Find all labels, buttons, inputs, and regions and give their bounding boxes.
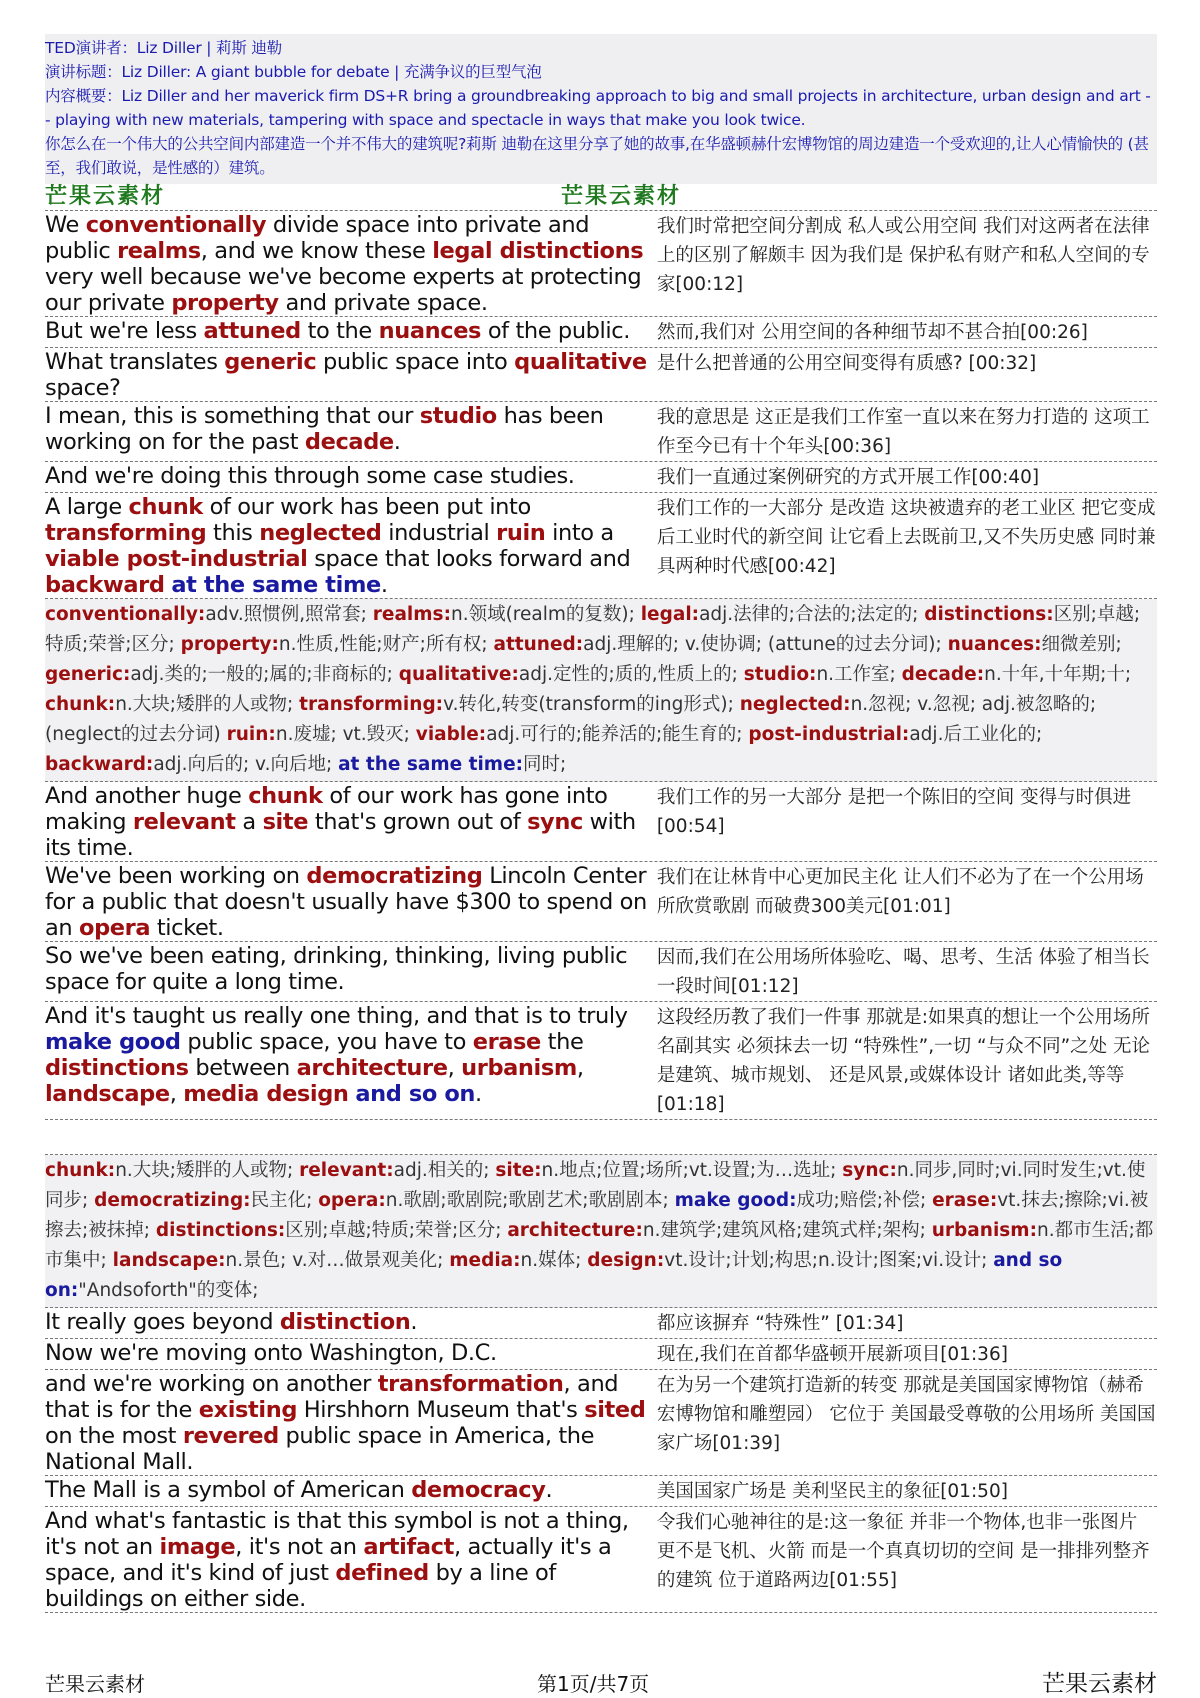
keyword: opera: (318, 1190, 386, 1211)
chinese-translation: 在为另一个建筑打造新的转变 那就是美国国家博物馆（赫希宏博物馆和雕塑园） 它位于 美国最受尊敬的公用场所 美国国家广场[01:39] (656, 1375, 1156, 1454)
sentence-group-3 (45, 1308, 1157, 1613)
keyword: landscape (45, 1081, 170, 1107)
keyword: generic: (45, 664, 131, 685)
text-run: public space into (316, 349, 515, 375)
text-run: 区别;卓越;特质;荣誉;区分; (45, 604, 1141, 655)
footer-brand-right: 芒果云素材 (1042, 1671, 1157, 1697)
sentence-row (45, 1476, 1157, 1507)
chinese-translation: 我们一直通过案例研究的方式开展工作[00:40] (656, 467, 1040, 488)
text-run: n.媒体; (520, 1250, 588, 1271)
page-footer (45, 1668, 1157, 1698)
text-run: . (410, 1309, 418, 1335)
text-run: space? (45, 375, 121, 401)
keyword: chunk: (45, 1160, 116, 1181)
english-sentence (45, 317, 653, 347)
keyword: nuances (378, 318, 482, 344)
keyword: erase (472, 1029, 541, 1055)
keyword: media design (183, 1081, 349, 1107)
english-sentence (45, 1476, 653, 1506)
text-run: It really goes beyond (45, 1309, 280, 1335)
text-run: very well because we've become experts at protecting our private (45, 264, 642, 316)
text-run: space that looks forward and (307, 546, 631, 572)
chinese-translation: 我们工作的另一大部分 是把一个陈旧的空间 变得与时俱进[00:54] (656, 787, 1132, 837)
keyword: democratizing (306, 863, 483, 889)
keyword: legal distinctions (432, 238, 644, 264)
keyword: studio: (743, 664, 817, 685)
sentence-row (45, 1339, 1157, 1370)
text-run: adj.理解的; v.使协调; (attune的过去分词); (583, 634, 948, 655)
sentence-row (45, 462, 1157, 493)
chinese-translation: 是什么把普通的公用空间变得有质感? [00:32] (656, 353, 1037, 374)
text-run: adj.向后的; v.向后地; (153, 754, 339, 775)
text-run: by a line of buildings on either side. (45, 1560, 556, 1612)
keyword: viable: (415, 724, 487, 745)
english-sentence (45, 211, 653, 316)
vocabulary-block-2 (45, 1155, 1157, 1308)
keyword: chunk (128, 494, 203, 520)
keyword: legal: (640, 604, 700, 625)
sentence-row (45, 493, 1157, 599)
header-block (45, 34, 1157, 184)
sentence-row (45, 782, 1157, 862)
speaker-line: TED演讲者：Liz Diller | 莉斯 迪勒 (45, 39, 282, 57)
text-run: n.工作室; (816, 664, 902, 685)
keyword: media: (449, 1250, 521, 1271)
text-run: n.忽视; v.忽视; adj.被忽略的; (neglect的过去分词) (45, 694, 1097, 745)
brand-watermark-left: 芒果云素材 (45, 184, 166, 209)
text-run: , (447, 1055, 462, 1081)
text-run: 同时; (523, 754, 567, 775)
sentence-row (45, 1002, 1157, 1120)
keyword: existing (198, 1397, 298, 1423)
text-run: n.景色; v.对…做景观美化; (225, 1250, 450, 1271)
text-run: v.转化,转变(transform的ing形式); (443, 694, 740, 715)
text-run: , it's not an (235, 1534, 364, 1560)
keyword: relevant (132, 809, 236, 835)
keyword: conventionally (85, 212, 267, 238)
keyword: site (262, 809, 309, 835)
brand-row (45, 184, 1157, 211)
text-run: . (380, 572, 388, 598)
text-run: n.地点;位置;场所;vt.设置;为…选址; (541, 1160, 843, 1181)
keyword: decade (304, 429, 394, 455)
keyword: conventionally: (45, 604, 206, 625)
keyword: backward (45, 572, 165, 598)
keyword: ruin (496, 520, 546, 546)
sentence-row (45, 317, 1157, 348)
text-run: n.建筑学;建筑风格;建筑式样;架构; (642, 1220, 932, 1241)
keyword: democracy (411, 1477, 546, 1503)
text-run: We've been working on (45, 863, 307, 889)
keyword: chunk (248, 783, 323, 809)
text-run: divide space into private and public (45, 212, 590, 264)
text-run: the (540, 1029, 584, 1055)
text-run: And we're doing this through some case studies. (45, 463, 575, 489)
text-run: 成功;赔偿;补偿; (796, 1190, 933, 1211)
english-sentence (45, 1507, 653, 1612)
chinese-translation: 我的意思是 这正是我们工作室一直以来在努力打造的 这项工作至今已有十个年头[00:36] (656, 407, 1150, 457)
text-run: . (545, 1477, 553, 1503)
sentence-row (45, 348, 1157, 402)
text-run: of our work has been put into (202, 494, 531, 520)
keyword: qualitative (514, 349, 647, 375)
text-run: to the (300, 318, 379, 344)
summary-line: 内容概要：Liz Diller and her maverick firm DS+R bring a groundbreaking approach to big and small projects in architecture, urban design and art -- playing with new materials, tampering with space and spectacle in ways that make you look twice. (45, 87, 1151, 129)
chinese-translation: 我们工作的一大部分 是改造 这块被遗弃的老工业区 把它变成后工业时代的新空间 让它看上去既前卫,又不失历史感 同时兼具两种时代感[00:42] (656, 498, 1156, 577)
text-run: public space, you have to (180, 1029, 473, 1055)
text-run: 细微差别; (1041, 634, 1122, 655)
keyword: urbanism (461, 1055, 577, 1081)
vocabulary-block-1 (45, 599, 1157, 782)
text-run: adj.相关的; (393, 1160, 496, 1181)
intro-line: 你怎么在一个伟大的公共空间内部建造一个并不伟大的建筑呢?莉斯 迪勒在这里分享了她的故事,在华盛顿赫什宏博物馆的周边建造一个受欢迎的,让人心情愉快的 (甚至，我们敢说，是性感的）建筑。 (45, 135, 1149, 177)
english-sentence (45, 1002, 653, 1119)
text-run: adj.后工业化的; (909, 724, 1043, 745)
text-run: . (393, 429, 401, 455)
keyword: decade: (901, 664, 985, 685)
chinese-translation: 美国国家广场是 美利坚民主的象征[01:50] (656, 1481, 1008, 1502)
text-run: n.同步,同时;vi.同时发生;vt.使同步; (45, 1160, 1146, 1211)
keyword: transformation (377, 1371, 564, 1397)
text-run: But we're less (45, 318, 204, 344)
text-run: , actually it's a space, and it's kind of just (45, 1534, 612, 1586)
keyword: and so on: (45, 1250, 1063, 1301)
sentence-row (45, 1370, 1157, 1476)
text-run: n.歌剧;歌剧院;歌剧艺术;歌剧剧本; (385, 1190, 675, 1211)
keyword: distinctions: (155, 1220, 286, 1241)
footer-brand-left: 芒果云素材 (45, 1672, 145, 1696)
chinese-translation: 因而,我们在公用场所体验吃、喝、思考、生活 体验了相当长一段时间[01:12] (656, 947, 1150, 997)
sentence-row (45, 1507, 1157, 1613)
keyword: architecture (296, 1055, 448, 1081)
text-run: of our work has gone into making (45, 783, 608, 835)
keyword: studio (419, 403, 497, 429)
english-sentence (45, 782, 653, 861)
sentence-group-2 (45, 782, 1157, 1120)
chinese-translation: 我们在让林肯中心更加民主化 让人们不必为了在一个公用场所欣赏歌剧 而破费300美元[01:01] (656, 867, 1144, 917)
text-run: Lincoln Center for a public that doesn't usually have $300 to spend on an (45, 863, 647, 941)
text-run: n.性质,性能;财产;所有权; (278, 634, 494, 655)
keyword: landscape: (112, 1250, 226, 1271)
keyword: property (171, 290, 279, 316)
keyword: image (159, 1534, 236, 1560)
text-run: "Andsoforth"的变体; (78, 1280, 259, 1301)
keyword: attuned (203, 318, 301, 344)
text-run: a (235, 809, 263, 835)
text-run: vt.抹去;擦除;vi.被擦去;被抹掉; (45, 1190, 1149, 1241)
keyword: relevant: (299, 1160, 394, 1181)
text-run: n.领域(realm的复数); (450, 604, 641, 625)
keyword: site: (495, 1160, 542, 1181)
text-run: ticket. (150, 915, 224, 941)
chinese-translation: 现在,我们在首都华盛顿开展新项目[01:36] (656, 1344, 1008, 1365)
keyword: revered (182, 1423, 279, 1449)
sentence-row (45, 862, 1157, 942)
text-run: n.大块;矮胖的人或物; (115, 1160, 300, 1181)
text-run: . (475, 1081, 482, 1107)
keyword: transforming (45, 520, 207, 546)
keyword: at the same time: (338, 754, 524, 775)
keyword: erase: (932, 1190, 998, 1211)
keyword: distinction (279, 1309, 411, 1335)
text-run: n.大块;矮胖的人或物; (115, 694, 300, 715)
english-sentence (45, 348, 653, 401)
keyword: chunk: (45, 694, 116, 715)
keyword: and so on (355, 1081, 476, 1107)
text-run: public space in America, the National Mall. (45, 1423, 595, 1475)
text-run: that's grown out of (308, 809, 528, 835)
keyword: democratizing: (94, 1190, 251, 1211)
keyword: make good: (674, 1190, 797, 1211)
sentence-row (45, 211, 1157, 317)
keyword: transforming: (299, 694, 444, 715)
text-run: And what's fantastic is that this symbol is not a thing, it's not an (45, 1508, 629, 1560)
sentence-row (45, 942, 1157, 1002)
keyword: urbanism: (931, 1220, 1037, 1241)
keyword: viable post-industrial (45, 546, 308, 572)
keyword: design: (587, 1250, 665, 1271)
keyword: sync: (842, 1160, 897, 1181)
text-run: , and we know these (200, 238, 433, 264)
keyword: defined (335, 1560, 429, 1586)
transcript-page (45, 34, 1157, 1613)
keyword: opera (79, 915, 151, 941)
keyword: property: (180, 634, 279, 655)
sentence-row (45, 1308, 1157, 1339)
english-sentence (45, 1308, 653, 1338)
english-sentence (45, 402, 653, 461)
text-run: and we're working on another (45, 1371, 378, 1397)
keyword: ruin: (226, 724, 276, 745)
chinese-translation: 都应该摒弃 “特殊性” [01:34] (656, 1313, 904, 1334)
text-run: has been working on for the past (45, 403, 604, 455)
chinese-translation: 这段经历教了我们一件事 那就是:如果真的想让一个公用场所名副其实 必须抹去一切 “特殊性”,一切 “与众不同”之处 无论是建筑、城市规划、 还是风景,或媒体设计 诸如此类,等等[01:18] (656, 1007, 1151, 1115)
text-run: I mean, this is something that our (45, 403, 420, 429)
text-run: A large (45, 494, 129, 520)
english-sentence (45, 1339, 653, 1369)
text-run: And it's taught us really one thing, and that is to truly (45, 1003, 628, 1029)
text-run: Hirshhorn Museum that's (297, 1397, 585, 1423)
keyword: qualitative: (398, 664, 519, 685)
text-run: n.都市生活;都市集中; (45, 1220, 1154, 1271)
sentence-row (45, 402, 1157, 462)
keyword: realms (117, 238, 201, 264)
text-run: adj.定性的;质的,性质上的; (518, 664, 744, 685)
chinese-translation: 令我们心驰神往的是:这一象征 并非一个物体,也非一张图片 更不是飞机、火箭 而是一个真真切切的空间 是一排排列整齐的建筑 位于道路两边[01:55] (656, 1512, 1150, 1591)
keyword: artifact (363, 1534, 454, 1560)
text-run: , (169, 1081, 184, 1107)
text-run: n.废墟; vt.毁灭; (275, 724, 416, 745)
text-run: What translates (45, 349, 225, 375)
text-run: , (576, 1055, 584, 1081)
text-run: , and that is for the (45, 1371, 619, 1423)
english-sentence (45, 493, 653, 598)
text-run: adj.类的;一般的;属的;非商标的; (130, 664, 399, 685)
english-sentence (45, 1370, 653, 1475)
english-sentence (45, 862, 653, 941)
text-run: on the most (45, 1423, 183, 1449)
brand-watermark-mid: 芒果云素材 (561, 184, 682, 209)
keyword: generic (224, 349, 317, 375)
text-run: with its time. (45, 809, 636, 861)
keyword: post-industrial: (748, 724, 910, 745)
keyword: backward: (45, 754, 154, 775)
sentence-group-1 (45, 211, 1157, 599)
text-run: 民主化; (250, 1190, 319, 1211)
text-run: So we've been eating, drinking, thinking, living public space for quite a long time. (45, 943, 628, 995)
keyword: neglected: (739, 694, 851, 715)
keyword: attuned: (493, 634, 584, 655)
keyword: distinctions: (924, 604, 1054, 625)
text-run: into a (545, 520, 614, 546)
text-run: adv.照惯例,照常套; (205, 604, 373, 625)
keyword: make good (45, 1029, 181, 1055)
page-number: 第1页/共7页 (537, 1672, 650, 1696)
keyword: at the same time (171, 572, 381, 598)
chinese-translation: 我们时常把空间分割成 私人或公用空间 我们对这两者在法律上的区别了解颇丰 因为我们是 保护私有财产和私人空间的专家[00:12] (656, 216, 1150, 295)
keyword: neglected (259, 520, 382, 546)
text-run: Now we're moving onto Washington, D.C. (45, 1340, 497, 1366)
spacer (45, 1120, 1157, 1155)
english-sentence (45, 462, 653, 492)
text-run: And another huge (45, 783, 249, 809)
text-run: this (206, 520, 260, 546)
english-sentence (45, 942, 653, 1001)
keyword: nuances: (947, 634, 1042, 655)
keyword: realms: (372, 604, 451, 625)
keyword: sited (584, 1397, 646, 1423)
chinese-translation: 然而,我们对 公用空间的各种细节却不甚合拍[00:26] (656, 322, 1088, 343)
text-run: 区别;卓越;特质;荣誉;区分; (285, 1220, 508, 1241)
title-line: 演讲标题：Liz Diller: A giant bubble for debate | 充满争议的巨型气泡 (45, 63, 542, 81)
text-run: vt.设计;计划;构思;n.设计;图案;vi.设计; (664, 1250, 994, 1271)
keyword: distinctions (45, 1055, 189, 1081)
text-run: and private space. (278, 290, 488, 316)
text-run: industrial (381, 520, 497, 546)
text-run: of the public. (481, 318, 630, 344)
text-run: We (45, 212, 86, 238)
keyword: sync (527, 809, 583, 835)
text-run: between (188, 1055, 297, 1081)
text-run: adj.法律的;合法的;法定的; (699, 604, 925, 625)
text-run: adj.可行的;能养活的;能生育的; (486, 724, 749, 745)
keyword: architecture: (507, 1220, 643, 1241)
text-run: The Mall is a symbol of American (45, 1477, 412, 1503)
text-run: n.十年,十年期;十; (984, 664, 1132, 685)
